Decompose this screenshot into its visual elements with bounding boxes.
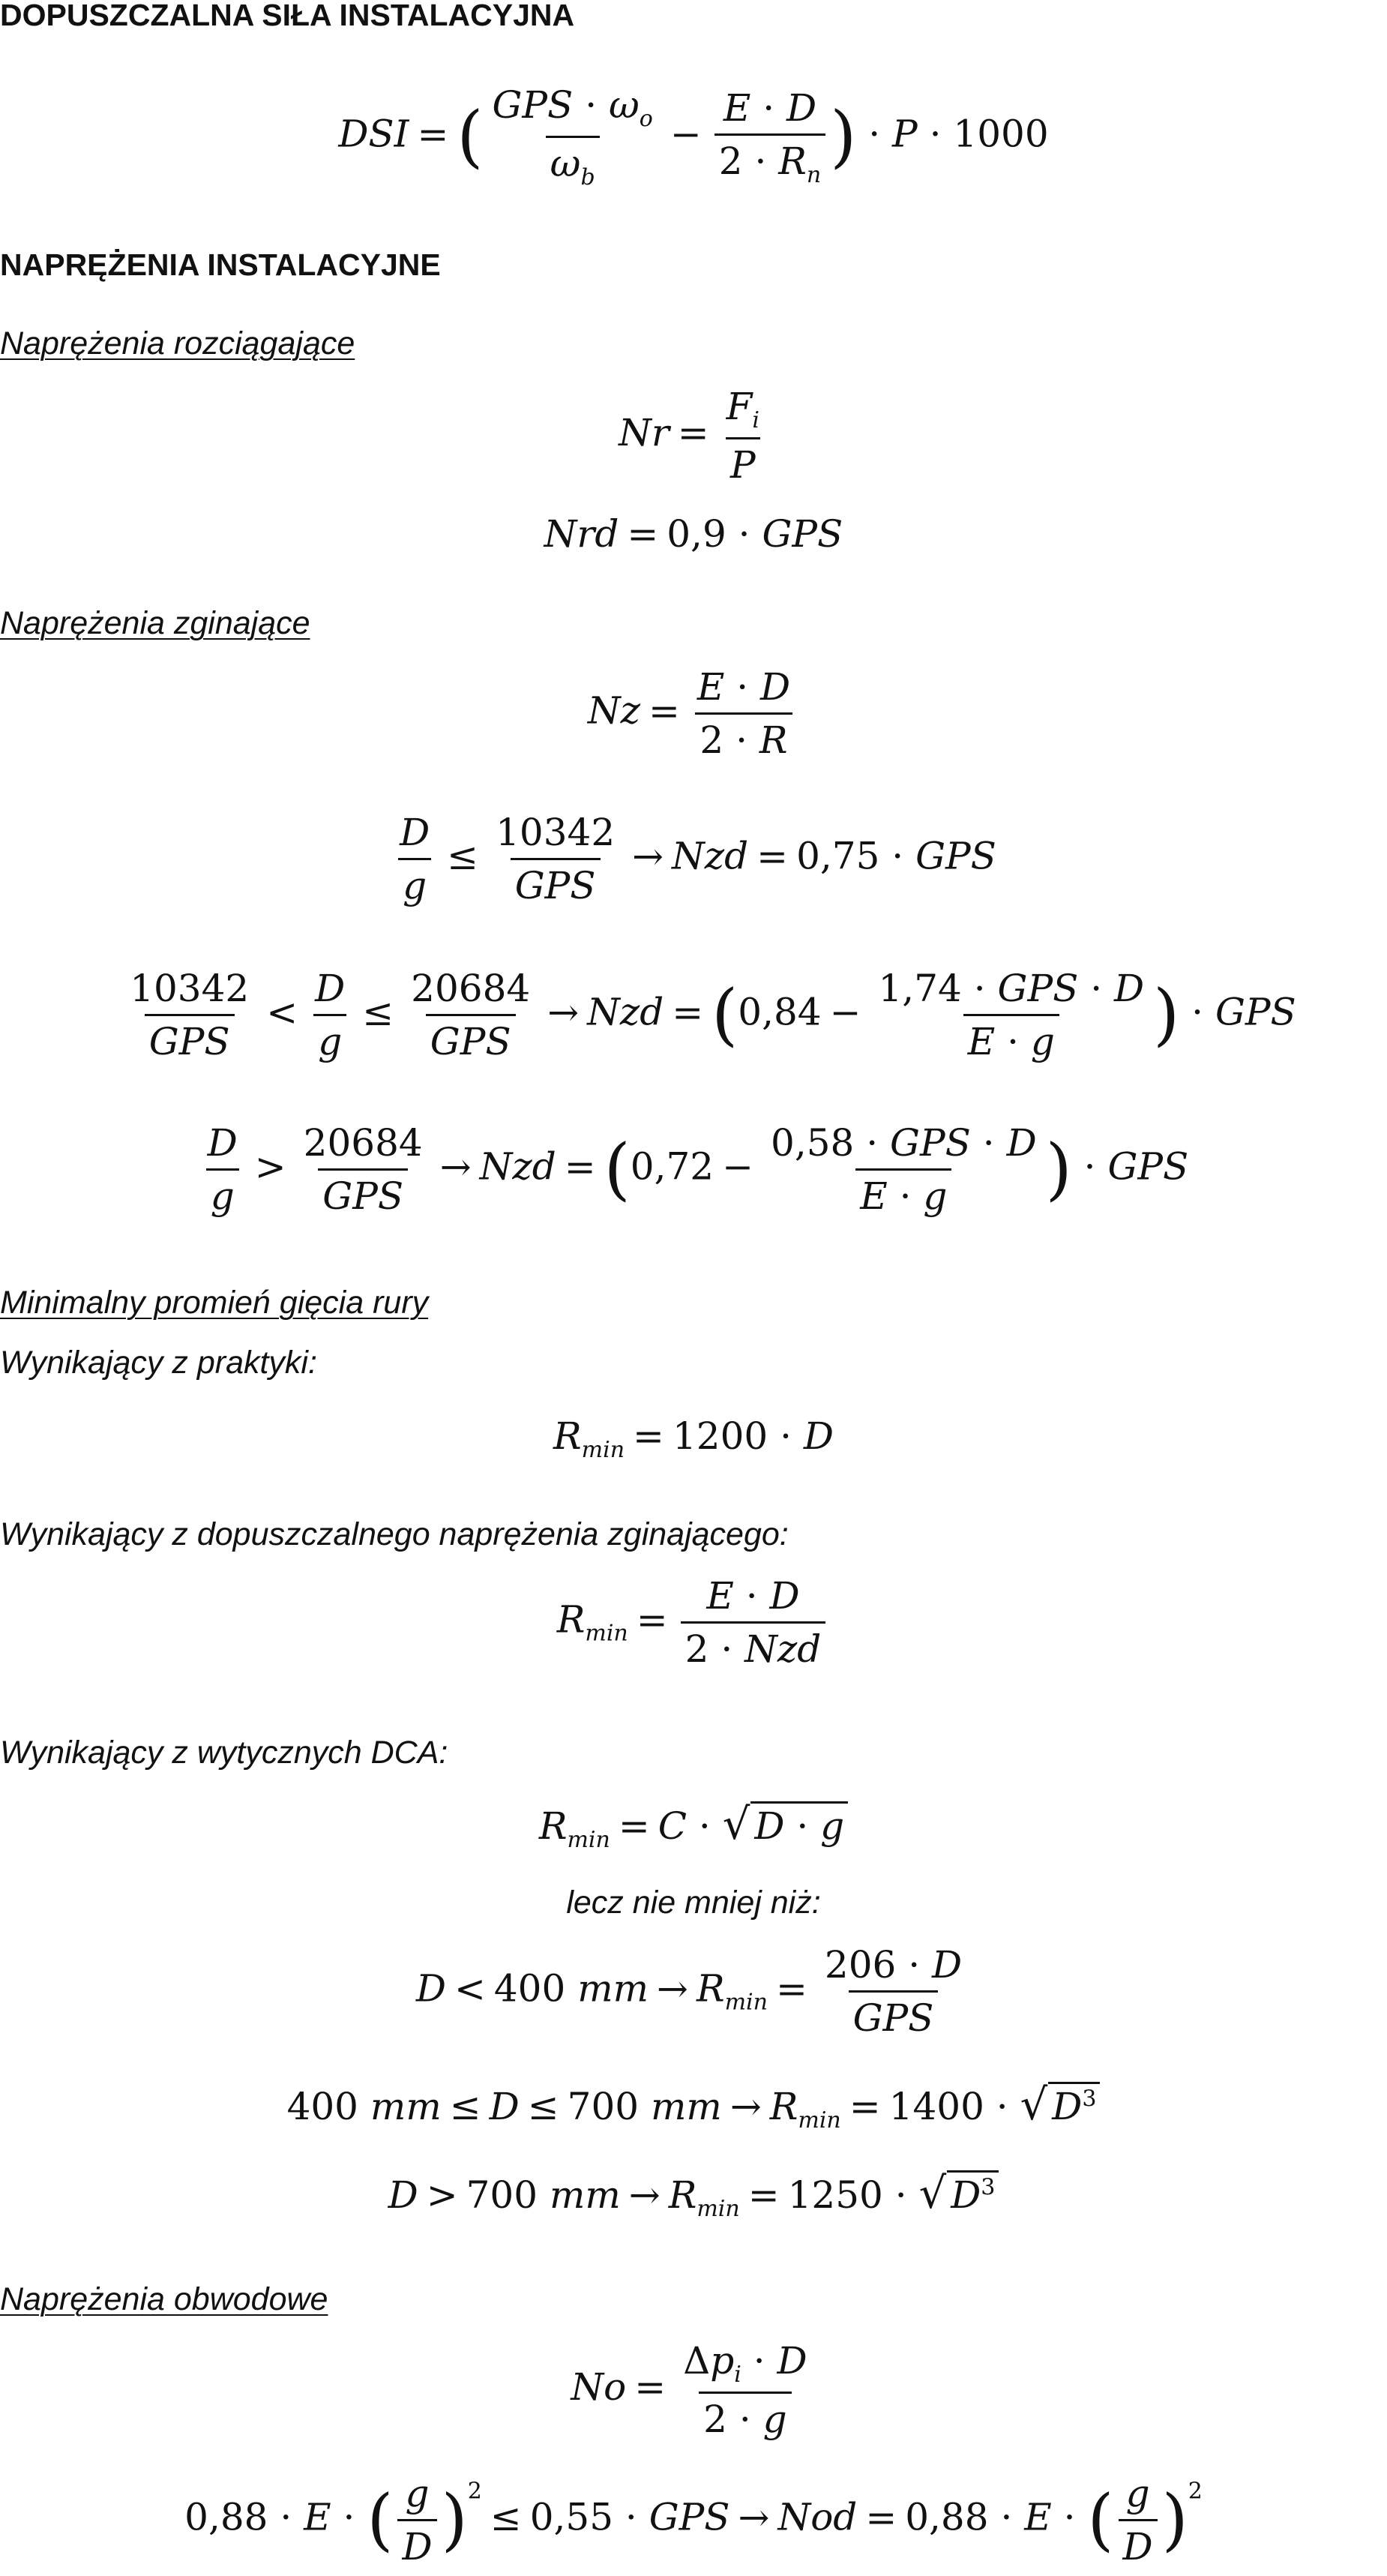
sqrt xyxy=(1048,2082,1100,2129)
sym: 10342 xyxy=(130,967,250,1010)
sym: GPS xyxy=(322,1174,404,1218)
sym: P xyxy=(729,443,756,487)
sym: g xyxy=(762,2398,787,2441)
sym: D xyxy=(786,85,817,130)
sym: Nzd xyxy=(672,834,749,878)
sym: 2 xyxy=(467,2478,482,2505)
sym: 0,88 xyxy=(905,2495,989,2539)
sym: GPS xyxy=(762,512,843,556)
fraction: $\frac{E \cdot D}{\text{2 · Nzd}}$ xyxy=(681,1573,826,1672)
sym: 2 xyxy=(1188,2478,1203,2505)
sym: 400 xyxy=(493,1966,566,2011)
fraction xyxy=(395,810,434,908)
sym: min xyxy=(696,2196,740,2222)
equation-dsi: DSI = ( $\frac{GPS \cdot \omega_o}{\omega_b}$ − $\frac{E \cdot D}{2 \cdot R_n}$ ) · P · 1000 xyxy=(338,83,1049,190)
sym: Nzd xyxy=(744,1627,822,1671)
sym: min xyxy=(585,1620,628,1647)
sym: 1000 xyxy=(953,112,1049,156)
equation-nr: Nr = $\frac{F_i}{P}$ xyxy=(0,384,1387,487)
equation-nzd-case2: $\frac{10342}{\text{GPS}}$ < $\frac{D}{g}$ ≤ $\frac{20684}{\text{GPS}}$ → Nzd = (0,84 − $\frac{\text{1,74 · GPS · D}}{E \cdot g}$ ) · GPS xyxy=(0,966,1387,1064)
sym: Nr xyxy=(619,411,670,454)
sym: D xyxy=(400,811,430,854)
sym: 0,58 xyxy=(771,1121,855,1165)
sym: E xyxy=(860,1174,888,1218)
sym: R xyxy=(778,139,807,183)
sym: Nzd xyxy=(587,990,664,1034)
equation-rmin-medium: 400 mm ≤ D ≤ 700 mm → $R_{min} = 1400$ · √ $D^3$ xyxy=(0,2079,1387,2134)
sym: 0,9 xyxy=(667,512,726,556)
sym: Nod xyxy=(777,2495,858,2539)
sym: D xyxy=(1006,1121,1037,1165)
sym: D xyxy=(951,2173,981,2217)
sym: 20684 xyxy=(303,1121,423,1165)
sym: D xyxy=(489,2085,520,2128)
sym: 2 xyxy=(703,2398,727,2441)
sym: GPS xyxy=(430,1020,511,1063)
sym: P xyxy=(892,112,918,156)
sym: D xyxy=(415,1966,446,2011)
fraction: $\frac{\text{1,74 · GPS · D}}{E \cdot g}$ xyxy=(878,967,1145,1063)
sym: n xyxy=(806,161,822,188)
fraction xyxy=(310,966,349,1064)
sym: 20684 xyxy=(411,967,531,1010)
sym: D xyxy=(388,2173,418,2217)
sym: 10342 xyxy=(496,811,616,854)
sym: 2 xyxy=(685,1627,709,1671)
sym: Δ xyxy=(683,2339,711,2383)
sym: Nrd xyxy=(544,512,619,556)
sym: E xyxy=(723,85,751,130)
fraction xyxy=(1119,2471,1158,2569)
sym: 2 xyxy=(699,718,724,762)
sym: R xyxy=(538,1804,568,1848)
sym: mm xyxy=(370,2085,442,2128)
equation-rmin-practice: $R_{min} = 1200 \cdot D$ xyxy=(553,1414,834,1463)
fraction: $\frac{GPS \cdot \omega_o}{\omega_b}$ xyxy=(492,83,653,190)
sym: 0,88 xyxy=(184,2495,268,2539)
fraction: $\frac{\Delta p_i \cdot D}{2 \cdot g}$ xyxy=(683,2339,807,2441)
equation-nzd-case1: $\frac{D}{g}$ ≤ $\frac{10342}{\text{GPS}}$ → Nzd = 0,75 · GPS xyxy=(0,810,1387,908)
sym: g xyxy=(820,1804,845,1848)
sym: D xyxy=(932,1943,963,1987)
heading-dsi: DOPUSZCZALNA SIŁA INSTALACYJNA xyxy=(0,0,575,32)
sym: R xyxy=(759,718,788,762)
sym: g xyxy=(210,1174,235,1218)
sym: 206 xyxy=(824,1943,897,1987)
sym: E xyxy=(696,665,725,709)
sym: C xyxy=(658,1804,688,1848)
sym: GPS xyxy=(997,967,1079,1010)
fraction: $\frac{206 \cdot D}{\text{GPS}}$ xyxy=(824,1943,963,2040)
sym: D xyxy=(1052,2085,1083,2128)
sym: o xyxy=(639,106,653,132)
fraction xyxy=(397,2471,436,2569)
sym: i xyxy=(752,407,759,433)
sqrt: D · g xyxy=(750,1801,848,1849)
sym: 0,55 xyxy=(529,2495,614,2539)
sym: D xyxy=(1122,2525,1153,2569)
sym: No xyxy=(571,2365,627,2409)
equation-nod: 0,88 · E · ( $\frac{g}{D}$ )$^2$≤ 0,55 · GPS → Nod = 0,88 · E · ( $\frac{g}{D}$ )$^2$ xyxy=(184,2472,1203,2569)
sym: E xyxy=(967,1020,996,1063)
equation-no: No = $\frac{\Delta p_i \cdot D}{2 \cdot g}$ xyxy=(0,2338,1387,2442)
sym: GPS xyxy=(890,1121,971,1165)
sym: Nz xyxy=(587,688,640,733)
fraction: $\frac{E \cdot D}{2 \cdot R_n}$ xyxy=(714,85,825,189)
sym: ω xyxy=(550,142,581,185)
sym: i xyxy=(734,2362,741,2388)
fraction xyxy=(722,384,764,487)
sym: g xyxy=(403,864,427,907)
subheading-hoop: Naprężenia obwodowe xyxy=(0,2281,328,2317)
sym: g xyxy=(1125,2472,1150,2515)
sym: g xyxy=(1030,1020,1055,1063)
subheading-bending: Naprężenia zginające xyxy=(0,605,310,641)
sym: D xyxy=(777,2339,807,2383)
sym: D xyxy=(803,1414,834,1458)
sym: E xyxy=(1024,2495,1052,2539)
equation-rmin-dca: $R_{min} = C$ · √ D · g xyxy=(0,1798,1387,1854)
sym: 0,84 xyxy=(738,990,822,1034)
sym: R xyxy=(668,2173,697,2217)
sym: min xyxy=(567,1827,610,1853)
note-practice: Wynikający z praktyki: xyxy=(0,1345,317,1381)
sym: g xyxy=(923,1174,948,1218)
sym: b xyxy=(580,164,595,190)
fraction xyxy=(491,810,619,908)
note-dca: Wynikający z wytycznych DCA: xyxy=(0,1735,448,1771)
sym: R xyxy=(696,1966,725,2011)
fraction xyxy=(203,1120,242,1219)
sym: 700 xyxy=(466,2173,538,2217)
sym: 700 xyxy=(567,2085,640,2128)
equation-rmin-large: D > 700 mm → $R_{min} = 1250$ · √ $D^3$ xyxy=(0,2167,1387,2223)
sym: 2 xyxy=(718,139,743,183)
subheading-min-radius: Minimalny promień gięcia rury xyxy=(0,1285,429,1321)
sym: D xyxy=(754,1804,785,1848)
sym: D xyxy=(1114,967,1145,1010)
sym: E xyxy=(304,2495,331,2539)
equation-nz: Nz = $\frac{E \cdot D}{2 \cdot R}$ xyxy=(0,664,1387,763)
sym: GPS xyxy=(649,2495,730,2539)
sqrt xyxy=(947,2170,999,2218)
sym: Nzd xyxy=(479,1144,556,1189)
sym: 1400 xyxy=(888,2085,984,2128)
sym: mm xyxy=(650,2085,722,2128)
sym: min xyxy=(724,1989,768,2016)
sym: R xyxy=(769,2085,798,2128)
fraction xyxy=(125,966,253,1064)
sym: mm xyxy=(577,1966,649,2011)
sym: 1250 xyxy=(787,2173,883,2217)
heading-stresses: NAPRĘŻENIA INSTALACYJNE xyxy=(0,247,441,282)
sym: R xyxy=(553,1414,582,1458)
fraction xyxy=(299,1120,427,1219)
sym: E xyxy=(706,1574,734,1618)
sym: D xyxy=(315,967,346,1010)
sym: mm xyxy=(549,2173,621,2217)
sym: GPS xyxy=(514,864,596,907)
sym: 400 xyxy=(286,2085,358,2128)
sym: ω xyxy=(609,83,640,127)
sym: F xyxy=(726,385,753,428)
note-not-less: lecz nie mniej niż: xyxy=(566,1885,821,1921)
sym: D xyxy=(207,1121,238,1165)
sym: GPS xyxy=(1215,990,1296,1034)
sym: D xyxy=(402,2525,433,2569)
sym: GPS xyxy=(1107,1144,1189,1189)
sym: 0,72 xyxy=(630,1144,714,1189)
sym: D xyxy=(760,665,791,709)
subheading-tensile: Naprężenia rozciągające xyxy=(0,325,355,361)
sym: DSI xyxy=(338,112,409,156)
sym: min xyxy=(798,2107,841,2134)
equation-nzd-case3: $\frac{D}{g}$ > $\frac{20684}{\text{GPS}}$ → Nzd = (0,72 − $\frac{\text{0,58 · GPS · D}}{E \cdot g}$ ) · GPS xyxy=(0,1120,1387,1219)
sym: D xyxy=(769,1574,800,1618)
sym: GPS xyxy=(148,1020,230,1063)
note-allowable: Wynikający z dopuszczalnego naprężenia zginającego: xyxy=(0,1516,789,1552)
sym: g xyxy=(318,1020,343,1063)
equation-nrd: Nrd = 0,9 · GPS xyxy=(544,512,843,556)
sym: 3 xyxy=(1082,2086,1097,2113)
sym: 1200 xyxy=(672,1414,768,1458)
sym: p xyxy=(710,2339,735,2383)
sym: 3 xyxy=(981,2174,996,2201)
sym: GPS xyxy=(492,83,574,127)
sym: min xyxy=(581,1437,625,1463)
sym: R xyxy=(556,1597,586,1642)
fraction: $\frac{E \cdot D}{2 \cdot R}$ xyxy=(693,664,795,763)
sym: GPS xyxy=(915,834,996,878)
sym: 0,75 xyxy=(796,834,880,878)
equation-rmin-allowable: $R_{min}$ = $\frac{E \cdot D}{\text{2 · Nzd}}$ xyxy=(0,1573,1387,1672)
sym: 1,74 xyxy=(878,967,962,1010)
sym: g xyxy=(405,2472,430,2515)
fraction: $\frac{\text{0,58 · GPS · D}}{E \cdot g}$ xyxy=(771,1121,1037,1218)
fraction xyxy=(406,966,535,1064)
sym: GPS xyxy=(852,1996,934,2040)
equation-rmin-small: D < 400 mm → $R_{min}$ = $\frac{206 \cdot D}{\text{GPS}}$ xyxy=(0,1942,1387,2041)
